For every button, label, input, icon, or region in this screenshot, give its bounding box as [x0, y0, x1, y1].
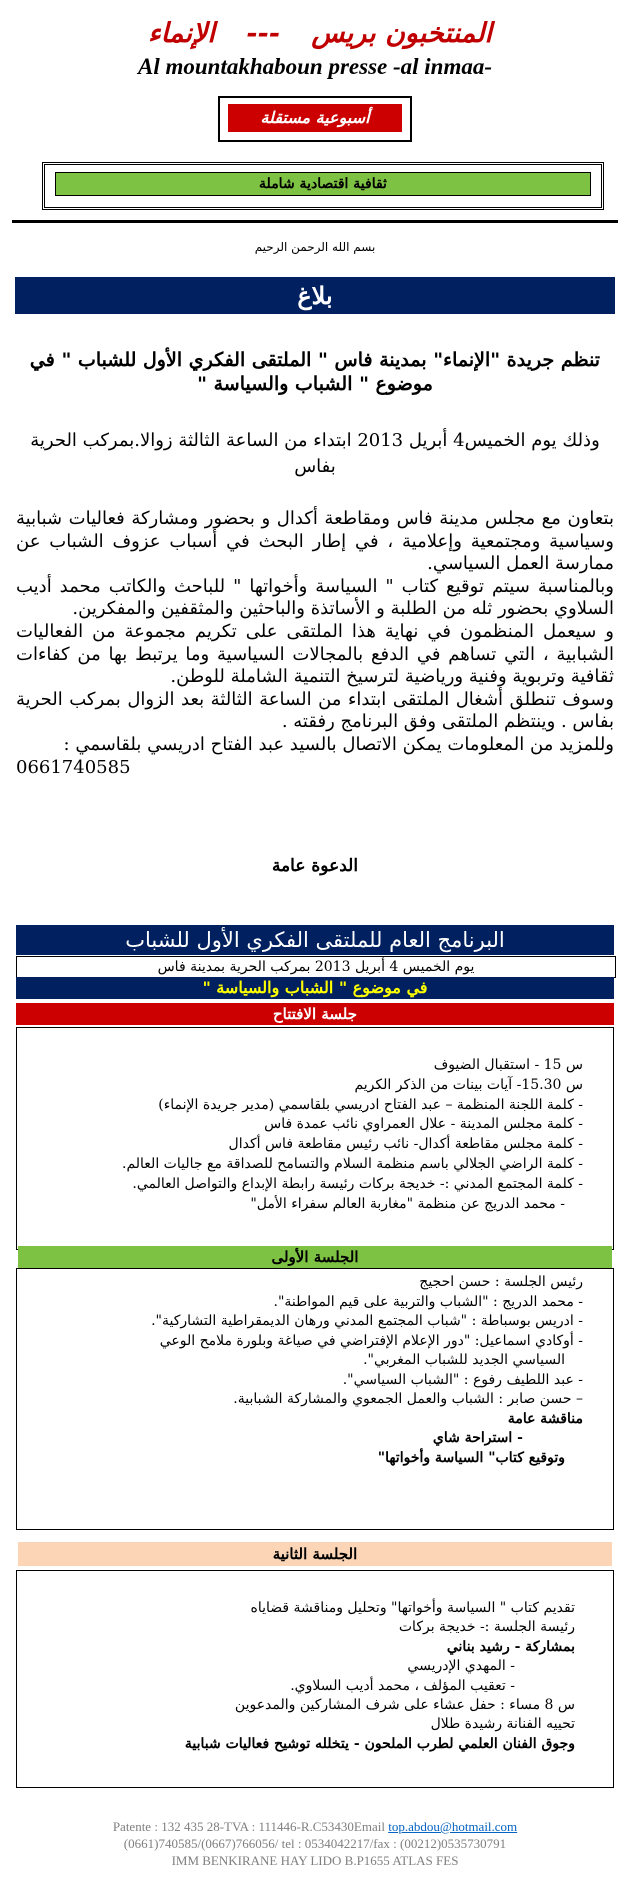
- list-item: وتوقيع كتاب" السياسة وأخواتها": [377, 1449, 565, 1466]
- list-item: س 8 مساء : حفل عشاء على شرف المشاركين والمدعوين: [234, 1697, 575, 1714]
- body-paragraph: وللمزيد من المعلومات يمكن الاتصال بالسيد عبد الفتاح ادريسي بلقاسمي :: [63, 733, 614, 755]
- header-divider: [12, 220, 618, 223]
- list-item: - ادريس بوسباطة : "شباب المجتمع المدني ورهان الديمقراطية التشاركية".: [151, 1313, 583, 1329]
- masthead-name-right: الإنماء: [147, 18, 215, 49]
- masthead-name-left: المنتخبون بريس: [311, 18, 493, 49]
- masthead-arabic: [110, 18, 530, 49]
- list-item: بمشاركة - رشيد بناني: [446, 1638, 575, 1655]
- body-paragraph: و سيعمل المنظمون في نهاية هذا الملتقى على تكريم مجموعة من الفعاليات الشبابية ، التي تساهم في الدفع بالمجالات السياسية وما يرتبط بها من كفاءات ثقافية وتربوية وفنية ورياضية لترسيخ التنمية الشاملة للوطن.: [16, 620, 614, 688]
- session2-list: [17, 1571, 613, 1754]
- tagline-label: ثقافية اقتصادية شاملة: [55, 172, 591, 196]
- list-item: - كلمة مجلس المدينة - علال العمراوي نائب عمدة فاس: [264, 1116, 583, 1133]
- list-item: - تعقيب المؤلف ، محمد أديب السلاوي.: [290, 1677, 515, 1694]
- list-item: - أوكادي اسماعيل: "دور الإعلام الإفتراضي في صياغة وبلورة ملامح الوعي: [159, 1332, 583, 1349]
- date-paragraph: وذلك يوم الخميس4 أبريل 2013 ابتداء من الساعة الثالثة زوالا.بمركب الحرية بفاس: [30, 430, 600, 477]
- announcement-body: [16, 508, 614, 779]
- list-item: س 15 - استقبال الضيوف: [433, 1057, 583, 1073]
- announcement-title: بلاغ: [15, 277, 615, 314]
- list-item: تحييه الفنانة رشيدة طلال: [430, 1716, 575, 1733]
- masthead-separator: ---: [246, 18, 280, 49]
- session2-box: [16, 1570, 614, 1788]
- list-item: تقديم كتاب " السياسة وأخواتها" وتحليل ومناقشة قضاياه: [250, 1600, 575, 1616]
- list-item: وجوق الفنان العلمي لطرب الملحون - يتخلله توشيح فعاليات شبابية: [184, 1735, 575, 1752]
- list-item: رئيسة الجلسة :- خديجة بركات: [398, 1619, 575, 1636]
- program-theme: في موضوع " الشباب والسياسة ": [16, 977, 614, 999]
- list-item: - كلمة المجتمع المدني :- خديجة بركات رئيسة رابطة الإبداع والتواصل العالمي.: [132, 1175, 583, 1192]
- opening-session-box: [16, 1027, 614, 1250]
- list-item: - كلمة مجلس مقاطعة أكدال- نائب رئيس مقاطعة فاس أكدال: [228, 1136, 583, 1153]
- list-item: - استراحة شاي: [432, 1430, 523, 1446]
- weekly-label: أسبوعية مستقلة: [228, 104, 402, 132]
- session1-label: الجلسة الأولى: [18, 1246, 612, 1268]
- list-item: - المهدي الإدريسي: [407, 1658, 515, 1675]
- list-item: مناقشة عامة: [507, 1410, 583, 1427]
- footer-email-link[interactable]: top.abdou@hotmail.com: [388, 1819, 518, 1834]
- bismillah: بسم الله الرحمن الرحيم: [254, 240, 376, 254]
- body-paragraph: بتعاون مع مجلس مدينة فاس ومقاطعة أكدال و بحضور ومشاركة فعاليات شبابية وسياسية ومجتمعية وإعلامية ، في إطار البحث في أسباب عزوف الشباب عن ممارسة العمل السياسي.: [16, 508, 614, 575]
- body-paragraph: وسوف تنطلق أشغال الملتقى ابتداء من الساعة الثالثة بعد الزوال بمركب الحرية بفاس . وينتظم الملتقى وفق البرنامج رفقته .: [16, 688, 614, 733]
- headline: تنظم جريدة "الإنماء" بمدينة فاس " الملتقى الفكري الأول للشباب " في موضوع " الشباب والسياسة ": [29, 349, 601, 395]
- list-item: رئيس الجلسة : حسن احجيج: [419, 1274, 583, 1290]
- footer: [0, 1818, 630, 1869]
- session1-box: [16, 1268, 614, 1530]
- contact-phone: 0661740585: [16, 756, 131, 778]
- masthead-latin: Al mountakhaboun presse -al inmaa-: [137, 54, 493, 79]
- program-title: البرنامج العام للملتقى الفكري الأول للشباب: [16, 925, 614, 955]
- session2-label: الجلسة الثانية: [18, 1542, 612, 1566]
- list-item: – حسن صابر : الشباب والعمل الجمعوي والمشاركة الشبابية.: [233, 1391, 583, 1407]
- opening-session-label: جلسة الافتتاح: [16, 1003, 614, 1025]
- opening-session-list: [17, 1028, 613, 1214]
- body-paragraph: وبالمناسبة سيتم توقيع كتاب " السياسة وأخواتها " للباحث والكاتب محمد أديب السلاوي بحضور ثله من الطلبة و الأساتذة والباحثين والمثقفين والمفكرين.: [16, 575, 614, 620]
- footer-line-1: [0, 1818, 630, 1835]
- list-item: - محمد الدريج : "الشباب والتربية على قيم المواطنة".: [273, 1293, 583, 1310]
- list-item: - كلمة اللجنة المنظمة – عبد الفتاح ادريسي بلقاسمي (مدير جريدة الإنماء): [158, 1096, 583, 1113]
- list-item: س 15.30- آيات بينات من الذكر الكريم: [354, 1076, 583, 1093]
- list-item: السياسي الجديد للشباب المغربي".: [363, 1352, 565, 1368]
- list-item: - كلمة الراضي الجلالي باسم منظمة السلام والتسامح للصداقة مع جاليات العالم.: [122, 1155, 583, 1172]
- footer-registration: Patente : 132 435 28-TVA : 111446-R.C53430Email: [112, 1819, 389, 1834]
- session1-list: [17, 1269, 613, 1468]
- invitation: الدعوة عامة: [271, 856, 359, 876]
- list-item: - محمد الدريج عن منظمة "مغاربة العالم سفراء الأمل": [250, 1195, 565, 1212]
- program-date: يوم الخميس 4 أبريل 2013 بمركب الحرية بمدينة فاس: [16, 956, 616, 978]
- weekly-badge: [218, 96, 412, 142]
- footer-line-3: IMM BENKIRANE HAY LIDO B.P1655 ATLAS FES: [171, 1853, 459, 1868]
- tagline-banner: [42, 162, 604, 210]
- footer-line-2: (0661)740585/(0667)766056/ tel : 0534042217/fax : (00212)0535730791: [123, 1836, 507, 1851]
- list-item: - عبد اللطيف رفوع : "الشباب السياسي".: [342, 1371, 583, 1388]
